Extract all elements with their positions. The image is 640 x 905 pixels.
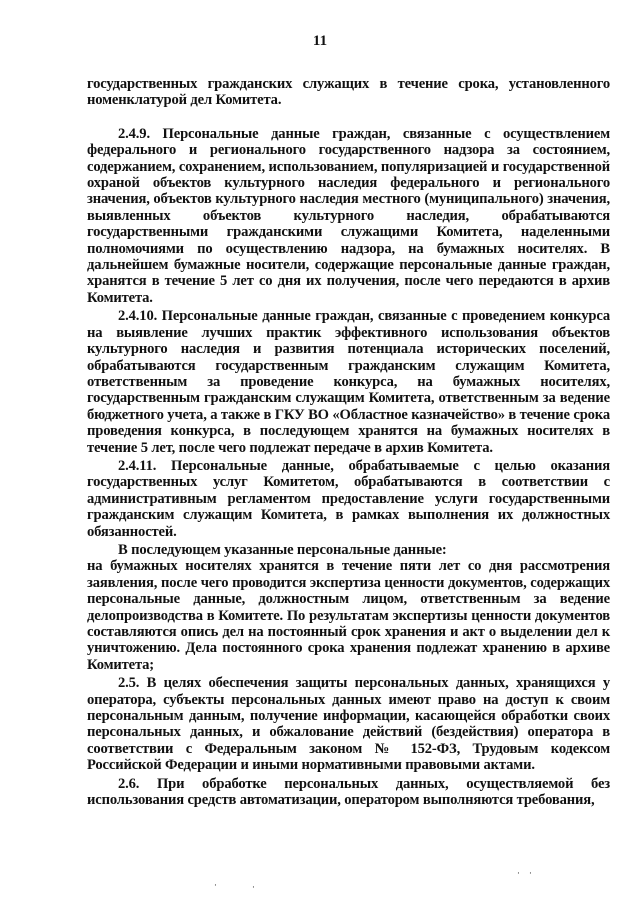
paragraph-subsequent-intro: В последующем указанные персональные данные: — [118, 541, 447, 558]
scan-speck: · — [517, 869, 520, 879]
paragraph-2-4-9: 2.4.9. Персональные данные граждан, связанные с осуществлением федерального и регионального государственного надзора за состоянием, содержанием, сохранением, использованием, популяризацией и государственной охраной объектов культурного наследия федерального и регионального значения, объектов культурного наследия местного (муниципального) значения, выявленных объектов культурного наследия, обрабатываются государственными гражданскими служащими Комитета, наделенными полномочиями по осуществлению надзора, на бумажных носителях. В дальнейшем бумажные носители, содержащие персональные данные граждан, хранятся в течение 5 лет со дня их получения, после чего передаются в архив Комитета. — [87, 125, 610, 306]
paragraph-continuation: государственных гражданских служащих в течение срока, установленного номенклатурой дел Комитета. — [87, 76, 610, 109]
scan-speck: · — [214, 881, 217, 891]
paragraph-2-5: 2.5. В целях обеспечения защиты персональных данных, хранящихся у оператора, субъекты персональных данных имеют право на доступ к своим персональным данным, получение информации, касающейся обработки своих персональных данных, и обжалование действий (бездействия) оператора в соответствии с Федеральным законом № 152-ФЗ, Трудовым кодексом Российской Федерации и иными нормативными правовыми актами. — [87, 675, 610, 774]
document-body — [87, 76, 610, 808]
paragraph-2-4-11: 2.4.11. Персональные данные, обрабатываемые с целью оказания государственных услуг Комитетом, обрабатываются в соответствии с административным регламентом предоставление услуги государственными гражданским служащим Комитета, в рамках выполнения их должностных обязанностей. — [87, 457, 610, 540]
scan-speck: · — [529, 869, 532, 879]
scan-speck: · — [252, 883, 255, 893]
paragraph-2-4-10: 2.4.10. Персональные данные граждан, связанные с проведением конкурса на выявление лучших практик эффективного использования объектов культурного наследия и развития потенциала исторических поселений, обрабатываются государственным гражданским служащим Комитета, ответственным за проведение конкурса, на бумажных носителях, государственным гражданским служащим Комитета, ответственным за ведение бюджетного учета, а также в ГКУ ВО «Областное казначейство» в течение срока проведения конкурса, в последующем хранятся на бумажных носителях в течение 5 лет, после чего подлежат передаче в архив Комитета. — [87, 308, 610, 456]
paragraph-paper-storage: на бумажных носителях хранятся в течение пяти лет со дня рассмотрения заявления, после чего проводится экспертиза ценности документов, содержащих персональные данные, должностным лицом, ответственным за ведение делопроизводства в Комитете. По результатам экспертизы ценности документов составляются опись дел на постоянный срок хранения и акт о выделении дел к уничтожению. Дела постоянного срока хранения подлежат хранению в архиве Комитета; — [87, 558, 610, 673]
paragraph-2-6: 2.6. При обработке персональных данных, осуществляемой без использования средств автоматизации, оператором выполняются требования, — [87, 775, 610, 809]
page-number: 11 — [312, 33, 328, 49]
